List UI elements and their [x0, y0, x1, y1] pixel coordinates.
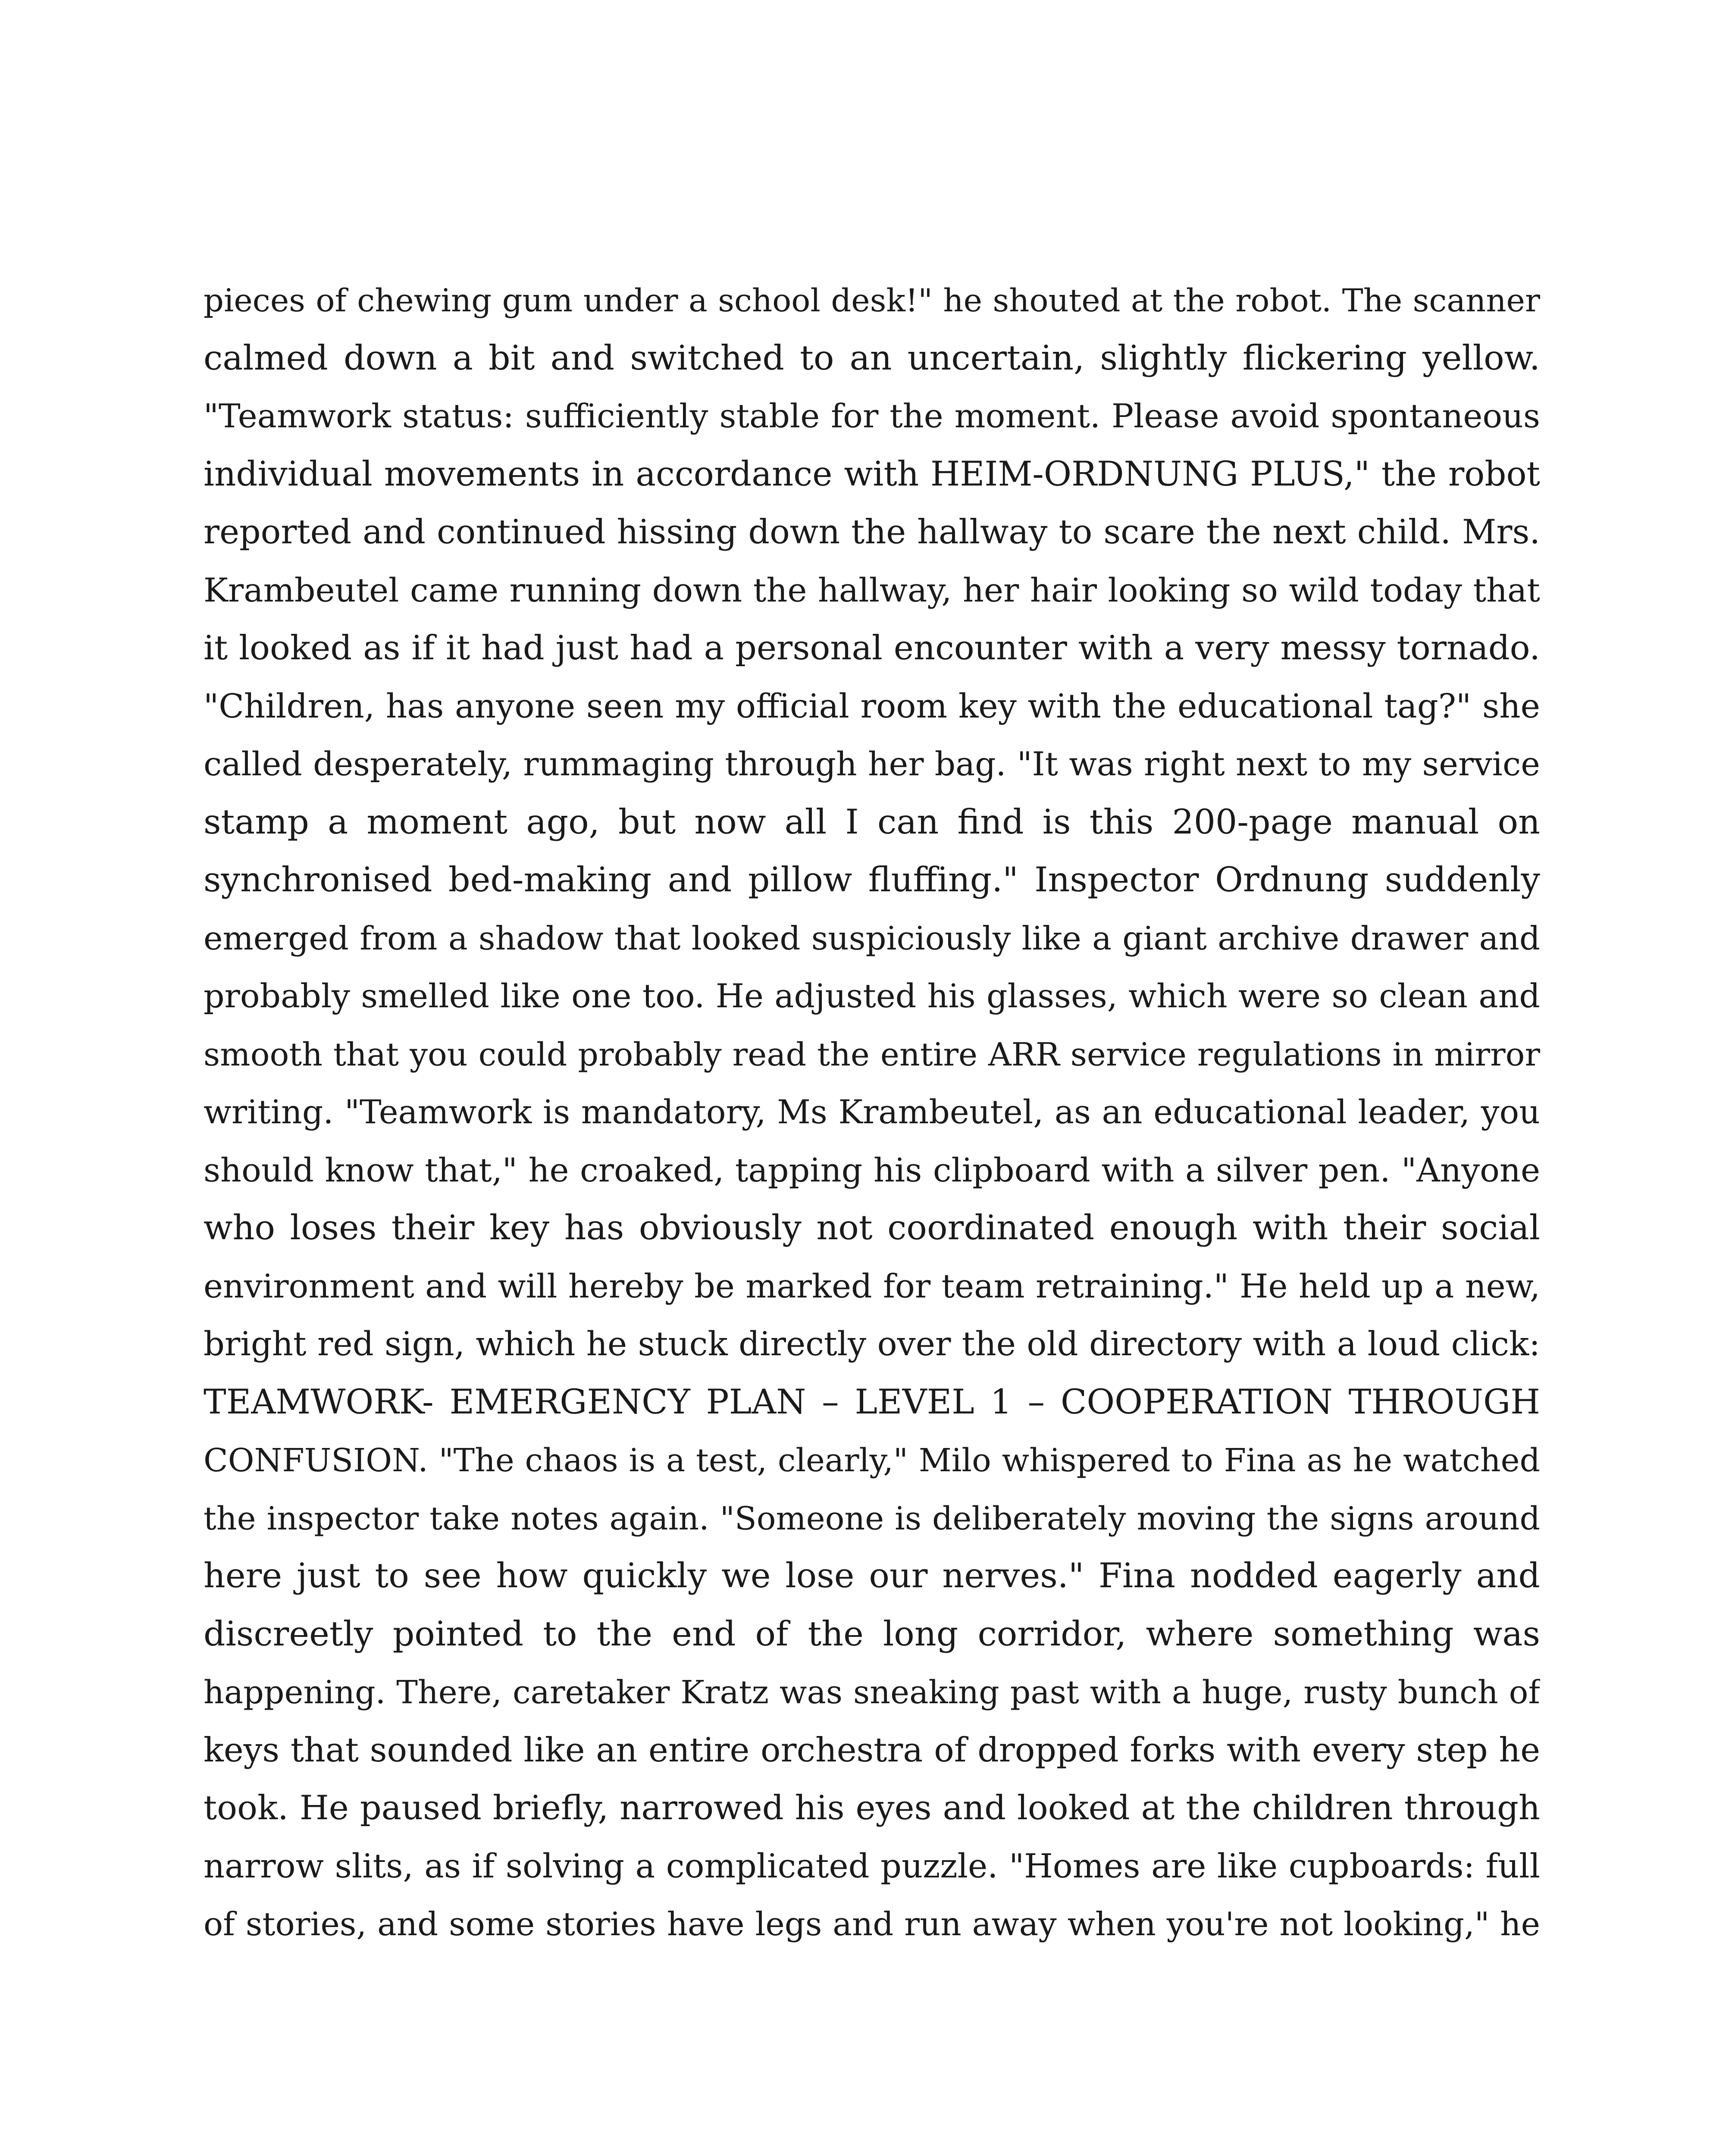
text-line	[204, 909, 1540, 967]
text-line-content: pieces of chewing gum under a school desk!" he shouted at the robot. The scanner	[204, 282, 1540, 319]
text-line-content: it looked as if it had just had a personal encounter with a very messy tornado.	[204, 629, 1540, 667]
text-line	[204, 271, 1540, 329]
text-line	[204, 1605, 1540, 1663]
text-line	[204, 1315, 1540, 1373]
text-line	[204, 1141, 1540, 1199]
text-line	[204, 1025, 1540, 1083]
text-line	[204, 329, 1540, 387]
text-line	[204, 1373, 1540, 1431]
text-line	[204, 387, 1540, 445]
text-line-content: of stories, and some stories have legs and run away when you're not looking," he	[204, 1905, 1540, 1943]
text-line-content: smooth that you could probably read the entire ARR service regulations in mirror	[204, 1035, 1540, 1073]
text-line	[204, 1895, 1540, 1953]
text-line-content: environment and will hereby be marked for team retraining." He held up a new,	[204, 1266, 1540, 1305]
text-line	[204, 619, 1540, 677]
text-line-content: calmed down a bit and switched to an uncertain, slightly flickering yellow.	[204, 338, 1540, 378]
text-line	[204, 1257, 1540, 1315]
text-line-content: reported and continued hissing down the hallway to scare the next child. Mrs.	[204, 513, 1540, 552]
text-line	[204, 1431, 1540, 1489]
text-line	[204, 1083, 1540, 1141]
text-line-content: Krambeutel came running down the hallway, her hair looking so wild today that	[204, 570, 1540, 609]
text-line-content: happening. There, caretaker Kratz was sneaking past with a huge, rusty bunch of	[204, 1673, 1540, 1711]
text-line-content: discreetly pointed to the end of the long corridor, where something was	[204, 1614, 1540, 1654]
text-line-content: bright red sign, which he stuck directly over the old directory with a loud click:	[204, 1325, 1540, 1363]
text-line-content: took. He paused briefly, narrowed his eyes and looked at the children through	[204, 1789, 1540, 1827]
text-line-content: called desperately, rummaging through her bag. "It was right next to my service	[204, 745, 1540, 783]
text-line	[204, 503, 1540, 561]
text-line-content: individual movements in accordance with HEIM-ORDNUNG PLUS," the robot	[204, 454, 1540, 494]
text-line-content: "Teamwork status: sufficiently stable for the moment. Please avoid spontaneous	[204, 397, 1540, 435]
text-line-content: here just to see how quickly we lose our nerves." Fina nodded eagerly and	[204, 1556, 1540, 1595]
text-line	[204, 1779, 1540, 1837]
text-line-content: CONFUSION. "The chaos is a test, clearly," Milo whispered to Fina as he watched	[204, 1442, 1540, 1479]
text-line-content: stamp a moment ago, but now all I can find is this 200-page manual on	[204, 802, 1540, 842]
text-line	[204, 1199, 1540, 1257]
text-line	[204, 967, 1540, 1025]
body-text	[204, 271, 1540, 1953]
text-line	[204, 1663, 1540, 1721]
text-line-content: emerged from a shadow that looked suspiciously like a giant archive drawer and	[204, 919, 1540, 957]
text-line-content: who loses their key has obviously not coordinated enough with their social	[204, 1208, 1540, 1247]
text-line-content: probably smelled like one too. He adjusted his glasses, which were so clean and	[204, 977, 1540, 1015]
text-line	[204, 851, 1540, 909]
text-line-content: should know that," he croaked, tapping his clipboard with a silver pen. "Anyone	[204, 1150, 1540, 1189]
text-line	[204, 1489, 1540, 1547]
text-line	[204, 735, 1540, 793]
text-line-content: keys that sounded like an entire orchestra of dropped forks with every step he	[204, 1730, 1540, 1770]
text-line	[204, 793, 1540, 851]
text-line	[204, 677, 1540, 735]
text-line-content: TEAMWORK- EMERGENCY PLAN – LEVEL 1 – COOPERATION THROUGH	[204, 1382, 1540, 1422]
text-line	[204, 1837, 1540, 1895]
text-line	[204, 445, 1540, 503]
text-line-content: synchronised bed-making and pillow fluffing." Inspector Ordnung suddenly	[204, 860, 1540, 899]
text-line-content: writing. "Teamwork is mandatory, Ms Krambeutel, as an educational leader, you	[204, 1093, 1540, 1131]
text-line	[204, 561, 1540, 619]
text-line-content: "Children, has anyone seen my official room key with the educational tag?" she	[204, 687, 1540, 726]
text-line-content: the inspector take notes again. "Someone is deliberately moving the signs around	[204, 1499, 1540, 1537]
text-line	[204, 1547, 1540, 1605]
text-line-content: narrow slits, as if solving a complicated puzzle. "Homes are like cupboards: full	[204, 1847, 1540, 1886]
text-line	[204, 1721, 1540, 1779]
